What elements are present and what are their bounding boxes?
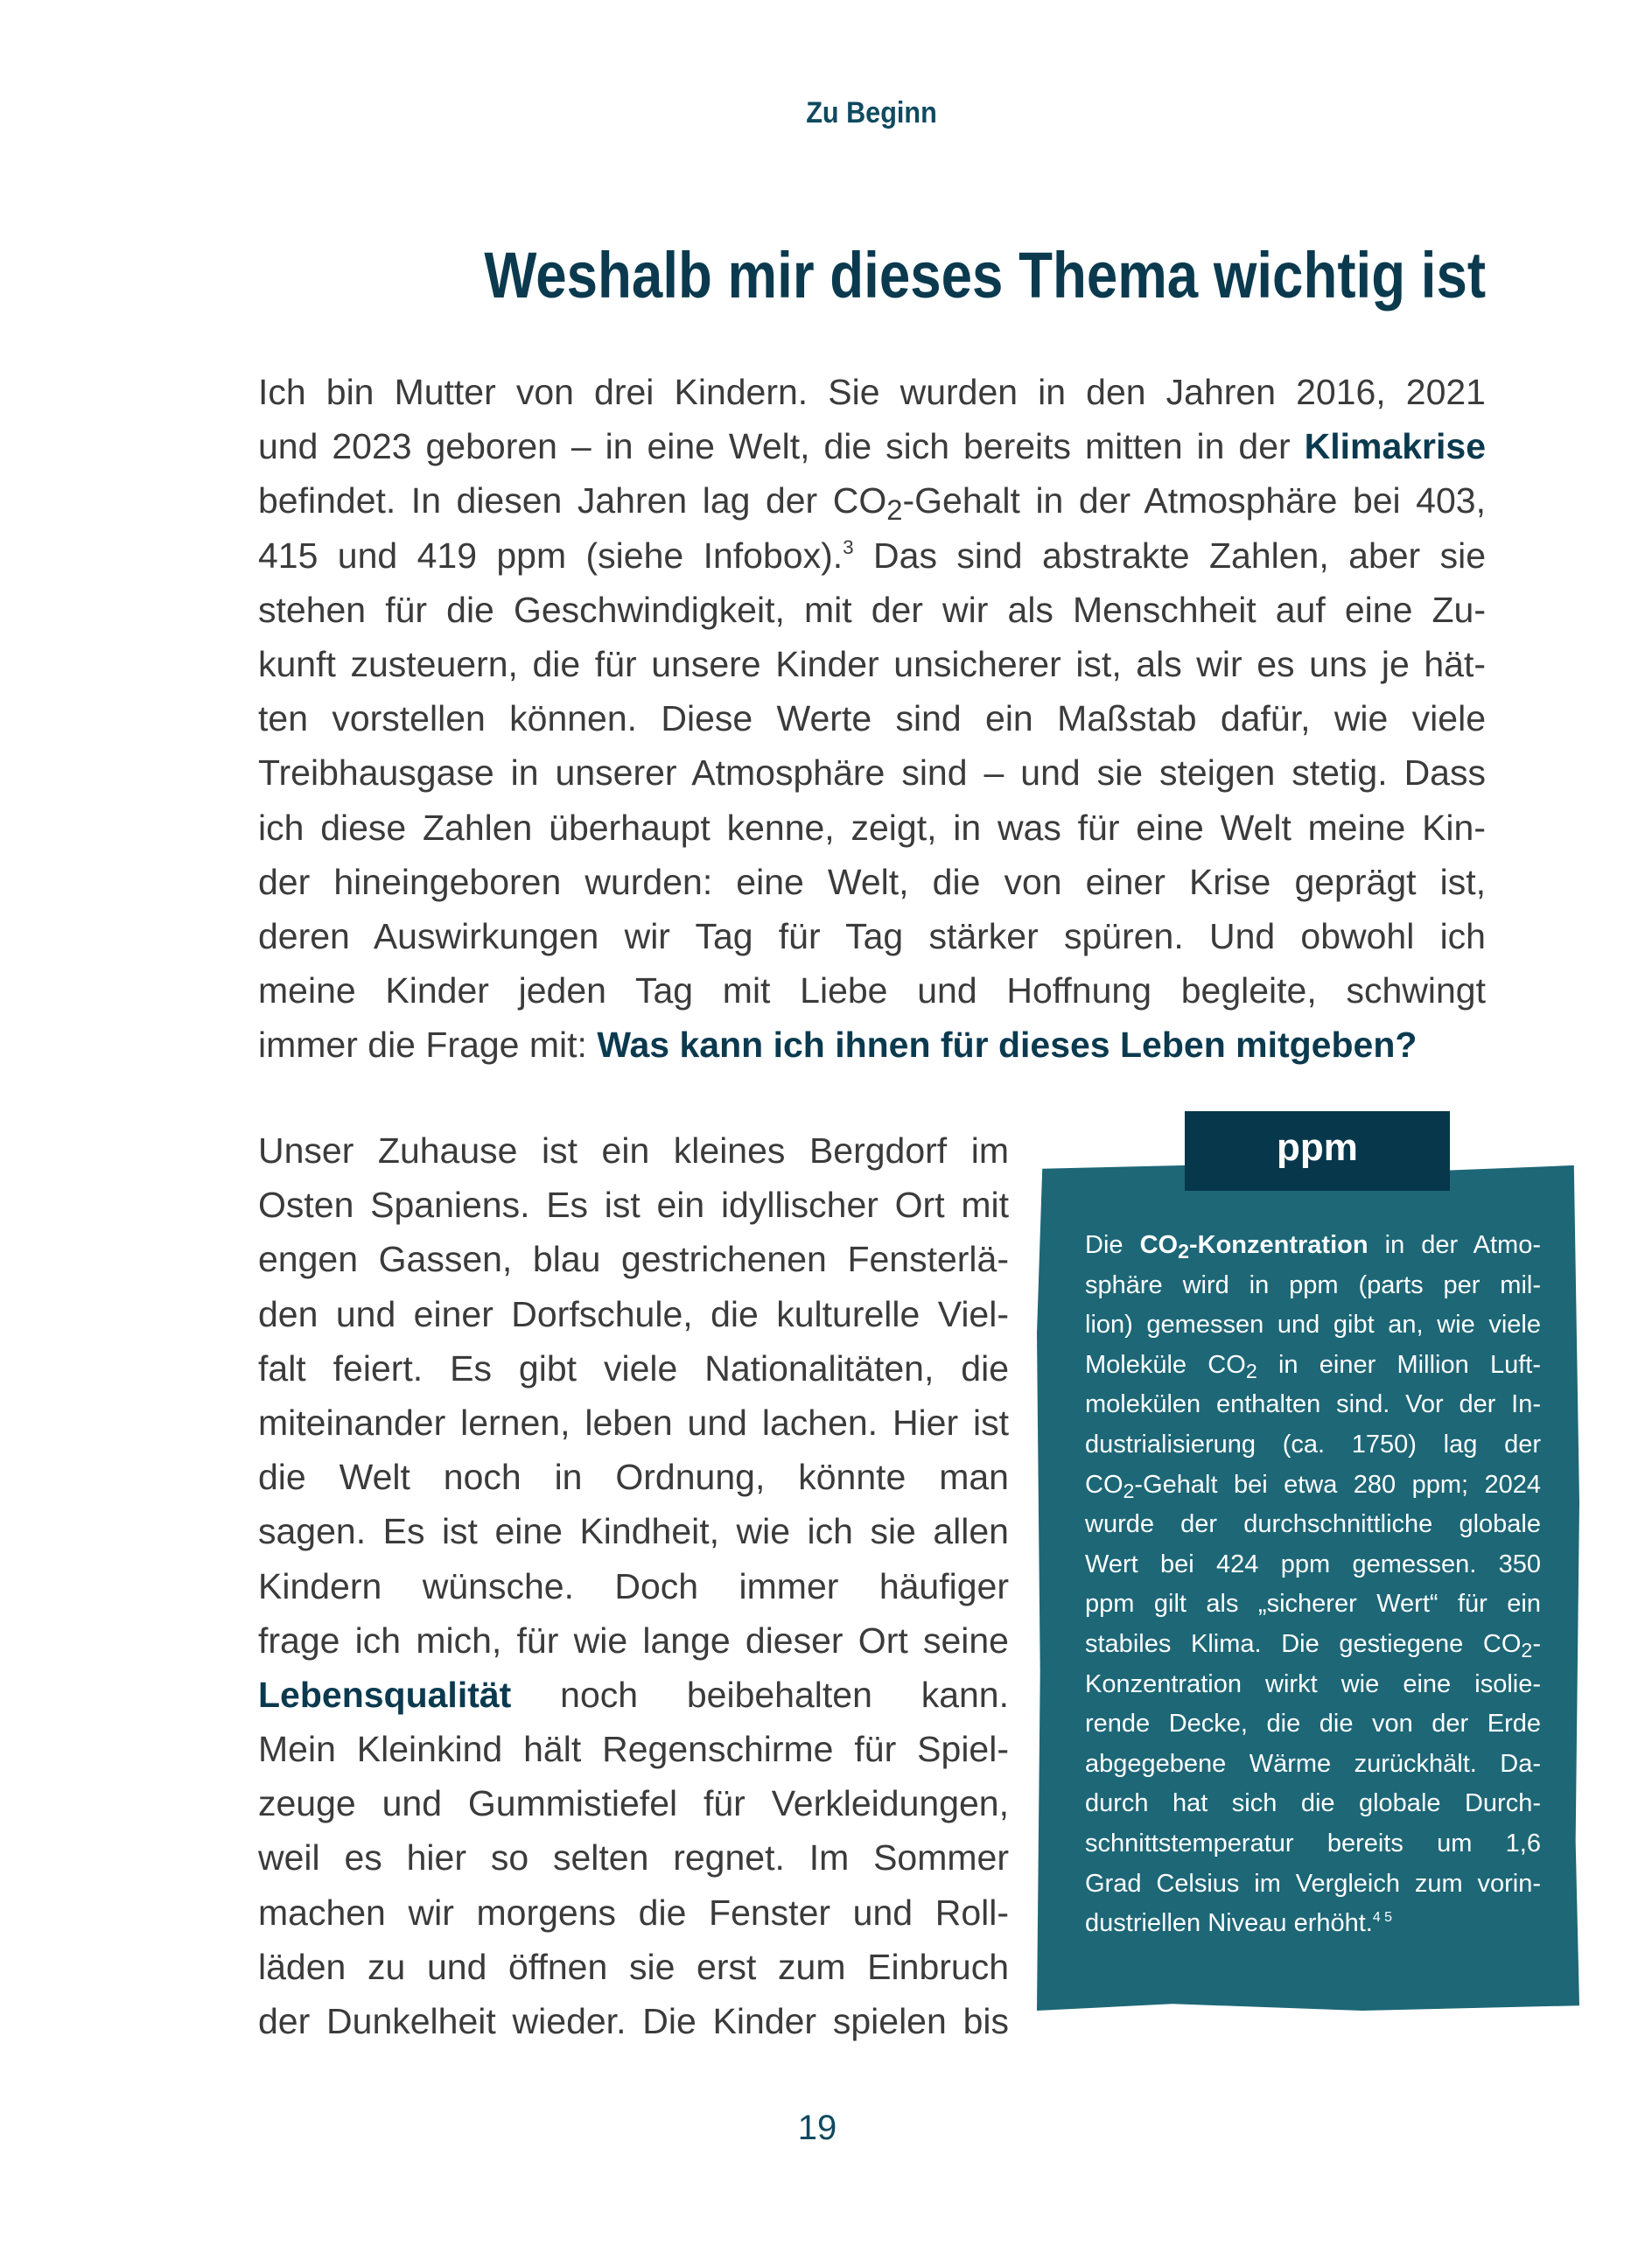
text-line (258, 1123, 1009, 1178)
text-line (1085, 1425, 1541, 1466)
text-line (258, 1613, 1009, 1668)
chapter-title: Weshalb mir dieses Thema wichtig ist (484, 239, 1486, 311)
text-segment: ppm gilt als „sicherer Wert“ für ein (1085, 1590, 1541, 1619)
infobox-text (1085, 1226, 1541, 1944)
text-line (1085, 1665, 1541, 1705)
text-line (258, 419, 1486, 473)
text-segment: in der Atmo- (1368, 1231, 1541, 1259)
text-line (1085, 1745, 1541, 1785)
text-line (1085, 1545, 1541, 1585)
intro-paragraph (258, 365, 1486, 1072)
text-segment: der Dunkelheit wieder. Die Kinder spielen bis (258, 2001, 1009, 2041)
text-segment: Kindern wünsche. Doch immer häufiger (258, 1565, 1009, 1606)
text-segment: zeuge und Gummistiefel für Verkleidungen, (258, 1783, 1009, 1824)
text-segment: den und einer Dorfschule, die kulturelle Viel- (258, 1293, 1009, 1334)
text-line (258, 1722, 1009, 1776)
text-segment: stehen für die Geschwindigkeit, mit der wir als Menschheit auf eine Zu- (258, 589, 1486, 630)
text-line (258, 583, 1486, 637)
footnote-ref: 3 (843, 535, 854, 558)
text-segment: dustriellen Niveau erhöht. (1085, 1909, 1373, 1938)
text-line (258, 1232, 1009, 1286)
text-segment: meine Kinder jeden Tag mit Liebe und Hoffnung begleite, schwingt (258, 970, 1486, 1011)
text-segment: in einer Million Luft- (1256, 1350, 1541, 1379)
text-segment: Osten Spaniens. Es ist ein idyllischer Ort mit (258, 1185, 1009, 1226)
text-segment: der hineingeboren wurden: eine Welt, die von einer Krise geprägt ist, (258, 861, 1486, 902)
text-segment: Treibhausgase in unserer Atmosphäre sind – und sie steigen stetig. Dass (258, 752, 1486, 794)
text-segment: schnittstemperatur bereits um 1,6 (1085, 1829, 1541, 1858)
infobox-heading: ppm (1185, 1111, 1450, 1191)
emphasis-text: Lebensqualität (258, 1674, 512, 1715)
text-segment: - (1532, 1629, 1541, 1658)
text-segment: noch beibehalten kann. (511, 1674, 1009, 1715)
text-line (1085, 1346, 1541, 1386)
emphasis-text: -Konzentration (1188, 1231, 1368, 1259)
text-segment: deren Auswirkungen wir Tag für Tag stärker spüren. Und obwohl ich (258, 915, 1486, 956)
text-line (1085, 1385, 1541, 1425)
text-line (258, 365, 1486, 419)
text-segment: lion) gemessen und gibt an, wie viele (1085, 1311, 1541, 1340)
emphasis-text: CO (1139, 1231, 1179, 1259)
text-segment: wurde der durchschnittliche globale (1085, 1510, 1541, 1539)
emphasis-text: 2 (1178, 1239, 1189, 1263)
text-line (1085, 1824, 1541, 1865)
text-line (1085, 1625, 1541, 1665)
text-line (258, 637, 1486, 691)
text-segment: 2 (1245, 1359, 1257, 1382)
text-line (258, 1830, 1009, 1885)
text-segment: 415 und 419 ppm (siehe Infobox). (258, 535, 844, 576)
text-line (1085, 1305, 1541, 1346)
text-line (258, 1287, 1009, 1341)
text-segment: immer die Frage mit: (258, 1025, 598, 1066)
text-line (258, 1450, 1009, 1504)
emphasis-text: Was kann ich ihnen für dieses Leben mitgeben? (597, 1025, 1418, 1066)
village-paragraph (258, 1123, 1009, 2048)
text-segment: Wert bei 424 ppm gemessen. 350 (1085, 1550, 1541, 1578)
text-segment: Unser Zuhause ist ein kleines Bergdorf im (258, 1130, 1009, 1171)
text-line (1085, 1505, 1541, 1545)
text-line (258, 1994, 1009, 2048)
text-segment: kunft zusteuern, die für unsere Kinder unsicherer ist, als wir es uns je hät- (258, 643, 1486, 684)
text-segment: läden zu und öffnen sie erst zum Einbruch (258, 1946, 1009, 1987)
page-number: 19 (797, 2109, 837, 2147)
text-segment: falt feiert. Es gibt viele Nationalitäten, die (258, 1347, 1009, 1389)
text-segment: stabiles Klima. Die gestiegene CO (1085, 1629, 1522, 1658)
text-segment: durch hat sich die globale Durch- (1085, 1789, 1541, 1818)
text-segment: dustrialisierung (ca. 1750) lag der (1085, 1430, 1541, 1459)
text-segment: machen wir morgens die Fenster und Roll- (258, 1892, 1009, 1933)
text-line (258, 1178, 1009, 1232)
text-segment: sagen. Es ist eine Kindheit, wie ich sie allen (258, 1511, 1009, 1552)
text-segment: und 2023 geboren – in eine Welt, die sich bereits mitten in der (258, 426, 1305, 467)
text-line (258, 1396, 1009, 1450)
text-segment: 2 (1123, 1479, 1135, 1502)
text-line (258, 1018, 1486, 1072)
text-line (258, 745, 1486, 800)
text-line (1085, 1904, 1541, 1944)
text-segment: ten vorstellen können. Diese Werte sind ein Maßstab dafür, wie viele (258, 698, 1486, 739)
text-line (258, 691, 1486, 745)
text-line (258, 909, 1486, 963)
text-line (1085, 1226, 1541, 1266)
emphasis-text: Klimakrise (1304, 426, 1486, 467)
text-line (258, 1940, 1009, 1994)
text-line (1085, 1466, 1541, 1506)
text-segment: sphäre wird in ppm (parts per mil- (1085, 1270, 1541, 1299)
text-line (258, 1668, 1009, 1722)
text-segment: engen Gassen, blau gestrichenen Fensterlä- (258, 1239, 1009, 1280)
text-line (258, 1776, 1009, 1830)
text-line (258, 963, 1486, 1018)
text-segment: rende Decke, die die von der Erde (1085, 1710, 1541, 1739)
text-segment: miteinander lernen, leben und lachen. Hier ist (258, 1402, 1009, 1443)
text-line (258, 528, 1486, 583)
footnote-ref: 4 5 (1372, 1909, 1393, 1925)
running-head: Zu Beginn (806, 96, 937, 129)
text-segment: befindet. In diesen Jahren lag der CO (258, 480, 887, 521)
text-segment: molekülen enthalten sind. Vor der In- (1085, 1390, 1541, 1419)
text-segment: Ich bin Mutter von drei Kindern. Sie wurden in den Jahren 2016, 2021 (258, 372, 1486, 412)
text-line (1085, 1585, 1541, 1625)
text-line (1085, 1784, 1541, 1824)
text-segment: Konzentration wirkt wie eine isolie- (1085, 1669, 1541, 1698)
text-segment: Die (1085, 1231, 1140, 1259)
text-line (258, 473, 1486, 528)
text-line (258, 1886, 1009, 1940)
text-segment: Mein Kleinkind hält Regenschirme für Spiel- (258, 1729, 1009, 1770)
text-segment: Grad Celsius im Vergleich zum vorin- (1085, 1869, 1541, 1898)
text-line (258, 1504, 1009, 1558)
text-segment: weil es hier so selten regnet. Im Sommer (258, 1837, 1009, 1879)
text-segment: die Welt noch in Ordnung, könnte man (258, 1457, 1009, 1498)
text-line (1085, 1704, 1541, 1745)
text-line (1085, 1266, 1541, 1306)
text-segment: Moleküle CO (1085, 1350, 1246, 1379)
text-segment: 2 (886, 493, 903, 527)
text-segment: 2 (1521, 1638, 1533, 1662)
text-line (258, 801, 1486, 855)
text-segment: ich diese Zahlen überhaupt kenne, zeigt, in was für eine Welt meine Kin- (258, 807, 1486, 848)
text-segment: Das sind abstrakte Zahlen, aber sie (853, 535, 1486, 576)
text-segment: abgegebene Wärme zurückhält. Da- (1085, 1749, 1541, 1778)
text-segment: CO (1085, 1470, 1124, 1499)
text-line (258, 1341, 1009, 1396)
text-segment: -Gehalt bei etwa 280 ppm; 2024 (1134, 1470, 1541, 1499)
text-segment: -Gehalt in der Atmosphäre bei 403, (902, 480, 1486, 521)
text-line (1085, 1865, 1541, 1905)
text-line (258, 1559, 1009, 1613)
text-line (258, 855, 1486, 909)
text-segment: frage ich mich, für wie lange dieser Ort seine (258, 1620, 1009, 1661)
